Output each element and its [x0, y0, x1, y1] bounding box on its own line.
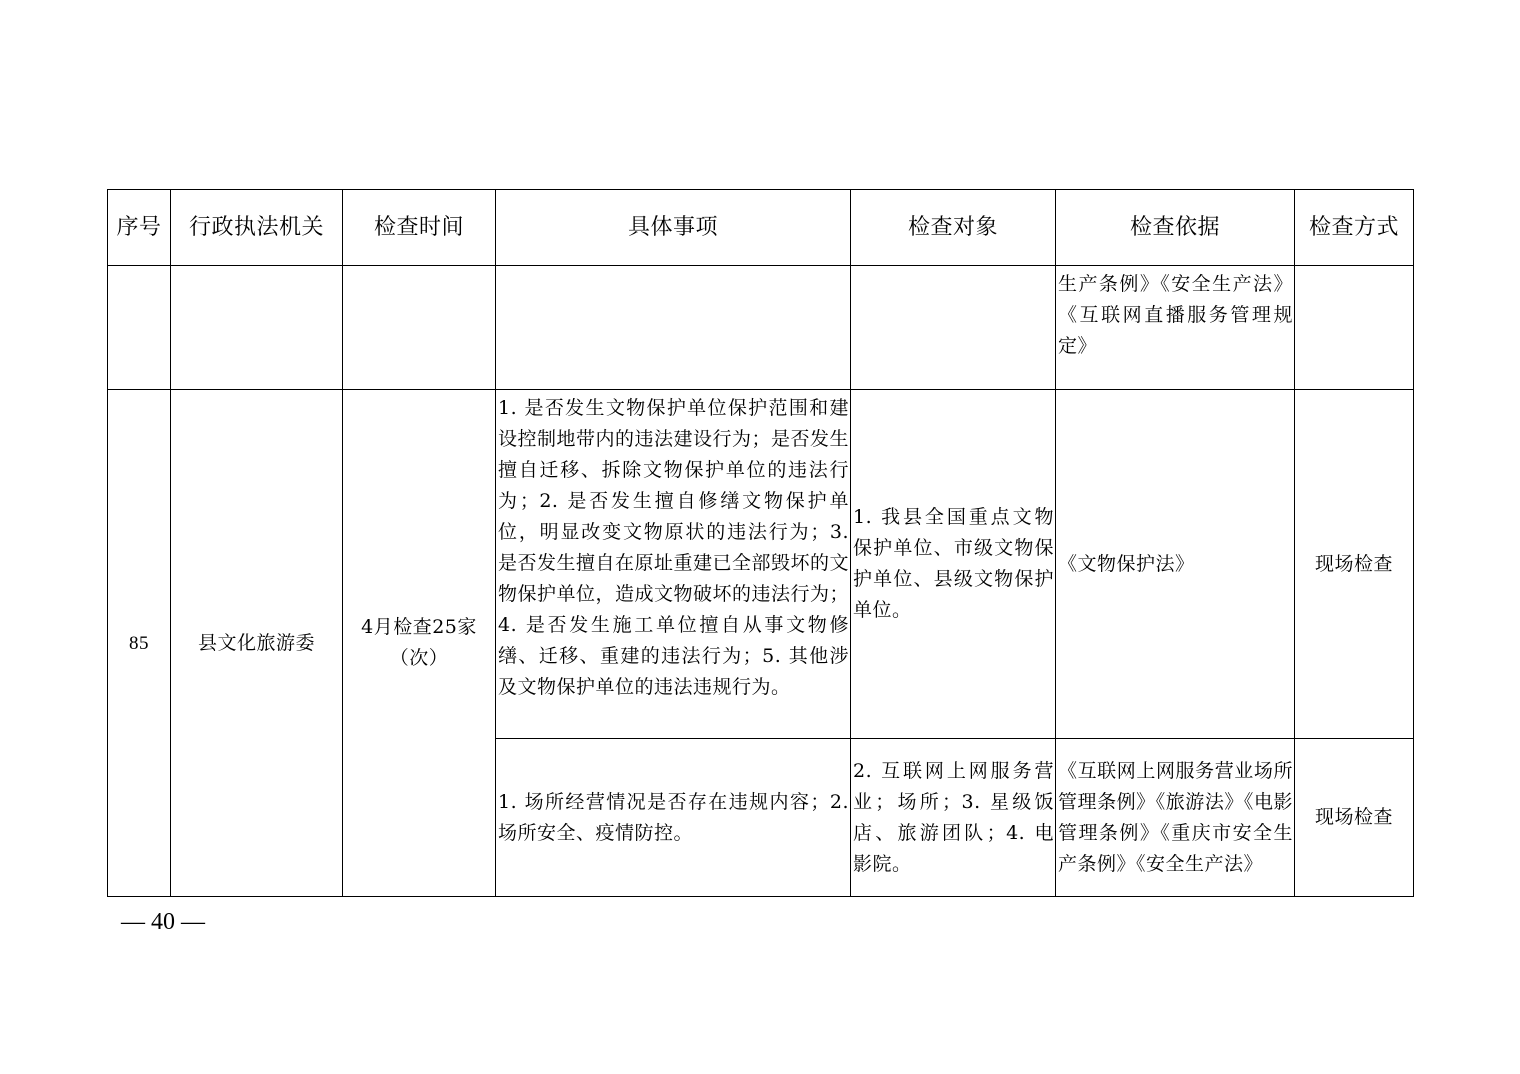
table-row — [108, 266, 1414, 390]
table-header-row — [108, 190, 1414, 266]
cell-items — [496, 266, 851, 390]
cell-seq: 85 — [108, 390, 171, 897]
cell-items: 1. 是否发生文物保护单位保护范围和建设控制地带内的违法建设行为；是否发生擅自迁移、拆除文物保护单位的违法行为；2. 是否发生擅自修缮文物保护单位，明显改变文物原状的违法行为；3. 是否发生擅自在原址重建已全部毁坏的文物保护单位，造成文物破坏的违法行为；4. 是否发生施工单位擅自从事文物修缮、迁移、重建的违法行为；5. 其他涉及文物保护单位的违法违规行为。 — [496, 390, 851, 739]
cell-time — [343, 266, 496, 390]
cell-method: 现场检查 — [1295, 390, 1414, 739]
cell-method: 现场检查 — [1295, 739, 1414, 897]
header-method: 检查方式 — [1295, 190, 1414, 266]
cell-target: 1. 我县全国重点文物保护单位、市级文物保护单位、县级文物保护单位。 — [851, 390, 1056, 739]
header-agency: 行政执法机关 — [171, 190, 343, 266]
cell-method — [1295, 266, 1414, 390]
cell-target: 2. 互联网上网服务营业；场所；3. 星级饭店、旅游团队；4. 电影院。 — [851, 739, 1056, 897]
header-seq: 序号 — [108, 190, 171, 266]
cell-agency — [171, 266, 343, 390]
page-number: — 40 — — [121, 909, 205, 935]
cell-agency: 县文化旅游委 — [171, 390, 343, 897]
cell-seq — [108, 266, 171, 390]
header-time: 检查时间 — [343, 190, 496, 266]
cell-time: 4月检查25家（次） — [343, 390, 496, 897]
header-basis: 检查依据 — [1056, 190, 1295, 266]
cell-basis: 《互联网上网服务营业场所管理条例》《旅游法》《电影管理条例》《重庆市安全生产条例》《安全生产法》 — [1056, 739, 1295, 897]
header-items: 具体事项 — [496, 190, 851, 266]
cell-basis: 《文物保护法》 — [1056, 390, 1295, 739]
table-row — [108, 390, 1414, 739]
cell-target — [851, 266, 1056, 390]
cell-items: 1. 场所经营情况是否存在违规内容；2. 场所安全、疫情防控。 — [496, 739, 851, 897]
header-target: 检查对象 — [851, 190, 1056, 266]
inspection-plan-table — [107, 189, 1414, 897]
cell-basis: 生产条例》《安全生产法》《互联网直播服务管理规定》 — [1056, 266, 1295, 390]
